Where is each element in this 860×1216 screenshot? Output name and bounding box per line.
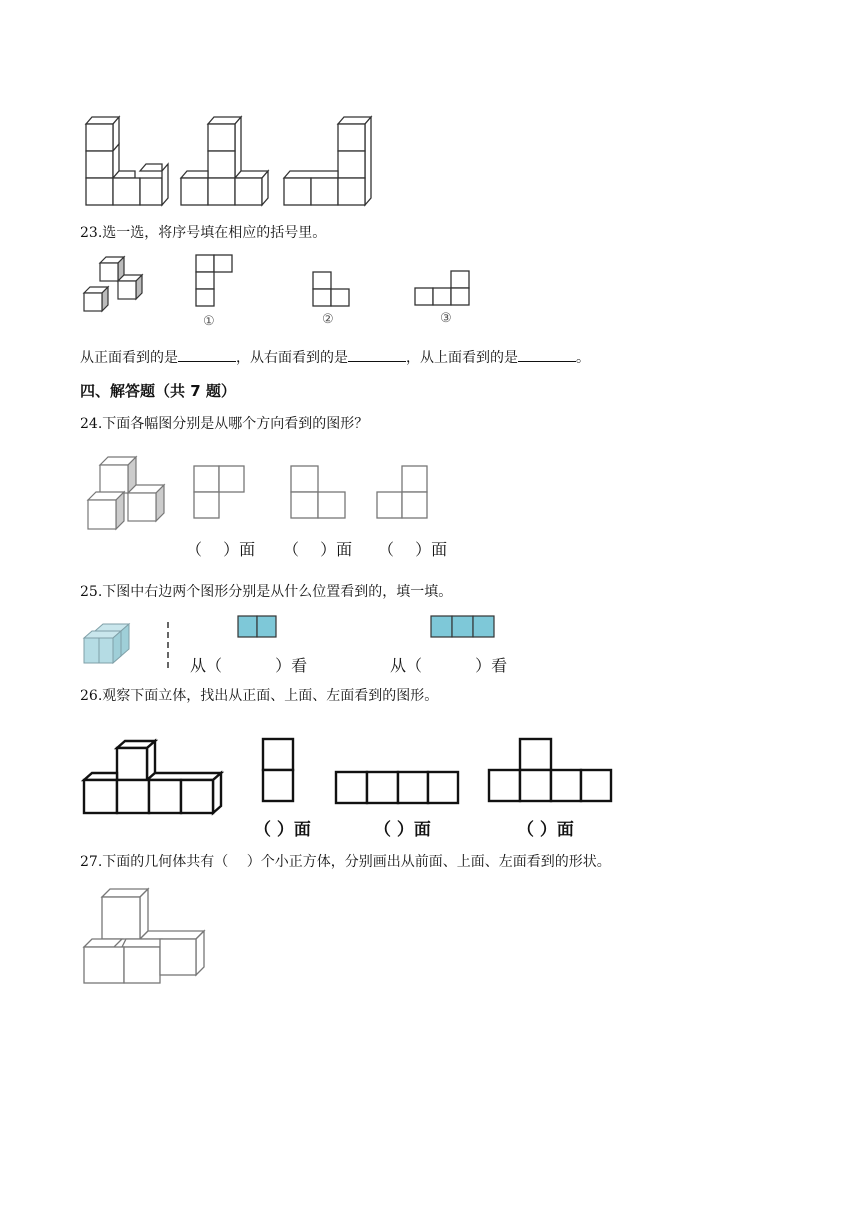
q22-cube-figures <box>80 108 400 208</box>
q24-label-3[interactable]: （ ）面 <box>378 540 448 559</box>
q23-option-label-2: ② <box>322 312 334 327</box>
q24-cube-figure <box>88 455 168 531</box>
q26-label-1[interactable]: （ ）面 <box>254 820 311 840</box>
q26-view-3 <box>487 737 615 805</box>
q26-cube-figure <box>83 740 228 816</box>
q24-view-2 <box>290 465 348 521</box>
q24-label-1[interactable]: （ ）面 <box>186 540 256 559</box>
q23-option-label-1: ① <box>203 314 215 329</box>
q23-text: 23.选一选，将序号填在相应的括号里。 <box>80 225 327 241</box>
q25-view-2 <box>430 615 496 639</box>
q26-view-2 <box>334 770 462 806</box>
q26-label-3[interactable]: （ ）面 <box>517 820 574 840</box>
q23-option-3-shape <box>414 270 472 308</box>
q23-answer-right-label: ，从右面看到的是 <box>236 350 348 366</box>
q23-cube-figure <box>82 255 152 319</box>
q23-answer-front-label: 从正面看到的是 <box>80 350 178 366</box>
q26-label-2[interactable]: （ ）面 <box>374 820 431 840</box>
q25-view-1 <box>237 615 279 639</box>
q23-answer-top-label: ，从上面看到的是 <box>406 350 518 366</box>
q25-cube-figure <box>83 623 135 665</box>
q24-label-2[interactable]: （ ）面 <box>283 540 353 559</box>
q25-divider <box>167 622 169 668</box>
q24-view-3 <box>376 465 432 521</box>
q23-option-1-shape <box>195 254 235 309</box>
section-4-title: 四、解答题（共 7 题） <box>80 382 236 400</box>
q25-text: 25.下图中右边两个图形分别是从什么位置看到的，填一填。 <box>80 584 453 600</box>
q23-answer-line <box>80 347 590 367</box>
q24-text: 24.下面各幅图分别是从哪个方向看到的图形？ <box>80 416 369 432</box>
q23-option-label-3: ③ <box>440 311 452 326</box>
q26-view-1 <box>261 737 297 805</box>
q23-blank-top[interactable] <box>518 347 576 362</box>
q23-blank-front[interactable] <box>178 347 236 362</box>
q25-label-1[interactable]: 从（ ）看 <box>190 656 308 675</box>
q27-text: 27.下面的几何体共有（ ）个小正方体，分别画出从前面、上面、左面看到的形状。 <box>80 854 611 870</box>
q24-view-1 <box>193 465 249 521</box>
q23-blank-right[interactable] <box>348 347 406 362</box>
q25-label-2[interactable]: 从（ ）看 <box>390 656 508 675</box>
q26-text: 26.观察下面立体，找出从正面、上面、左面看到的图形。 <box>80 688 439 704</box>
q27-cube-figure <box>82 887 208 985</box>
q23-option-2-shape <box>312 271 352 309</box>
q23-answer-end: 。 <box>576 350 590 366</box>
